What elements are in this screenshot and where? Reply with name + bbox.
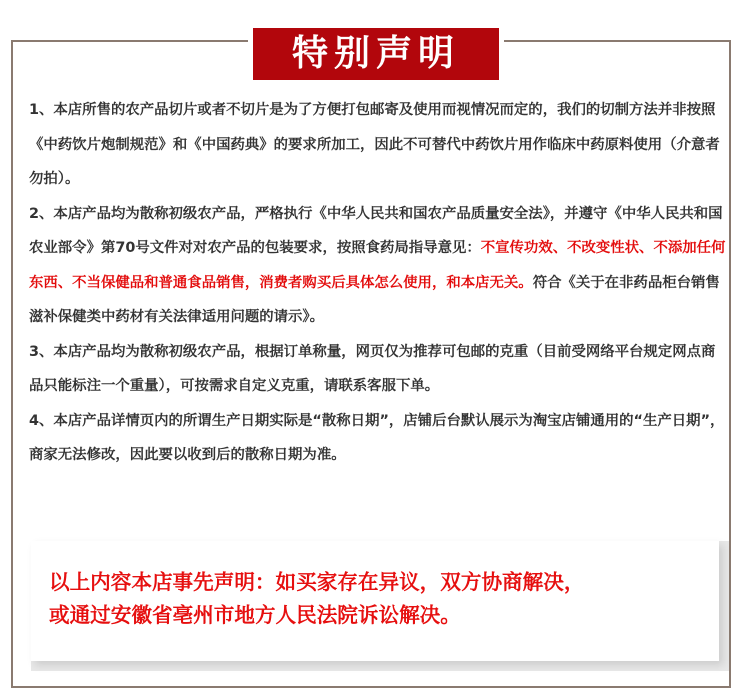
notice-item-1: 1、本店所售的农产品切片或者不切片是为了方便打包邮寄及使用而视情况而定的，我们的切制方法并非按照《中药饮片炮制规范》和《中国药典》的要求所加工，因此不可替代中药饮片用作临床中药原料使用（介意者勿拍）。 xyxy=(29,102,720,187)
notice-item-2-text-end: 符合《关于在非药品柜台销售滋补保健类中药材有关法律适用问题的请示》。 xyxy=(29,274,720,325)
footer-line-2: 或通过安徽省亳州市地方人民法院诉讼解决。 xyxy=(49,603,461,627)
notice-body xyxy=(29,93,728,473)
notice-item-4: 4、本店产品详情页内的所谓生产日期实际是“散称日期”，店铺后台默认展示为淘宝店铺通用的“生产日期”，商家无法修改，因此要以收到后的散称日期为准。 xyxy=(29,412,725,463)
page-title: 特别声明 xyxy=(253,28,499,80)
notice-item-2-highlight: 不宣传功效、不改变性状、不添加任何东西、不当保健品和普通食品销售，消费者购买后具体怎么使用，和本店无关。 xyxy=(29,240,726,291)
notice-item-2-text: 2、本店产品均为散称初级农产品，严格执行《中华人民共和国农产品质量安全法》，并遵守《中华人民共和国农业部令》第70号文件对对农产品的包装要求，按照食药局指导意见： xyxy=(29,205,723,256)
notice-item-3: 3、本店产品均为散称初级农产品，根据订单称量，网页仅为推荐可包邮的克重（目前受网络平台规定网点商品只能标注一个重量），可按需求自定义克重，请联系客服下单。 xyxy=(29,343,716,394)
footer-line-1: 以上内容本店事先声明：如买家存在异议，双方协商解决， xyxy=(49,570,585,594)
notice-item-2 xyxy=(29,197,728,335)
footer-box xyxy=(31,541,719,661)
title-box xyxy=(248,24,504,84)
footer-statement xyxy=(49,566,719,632)
